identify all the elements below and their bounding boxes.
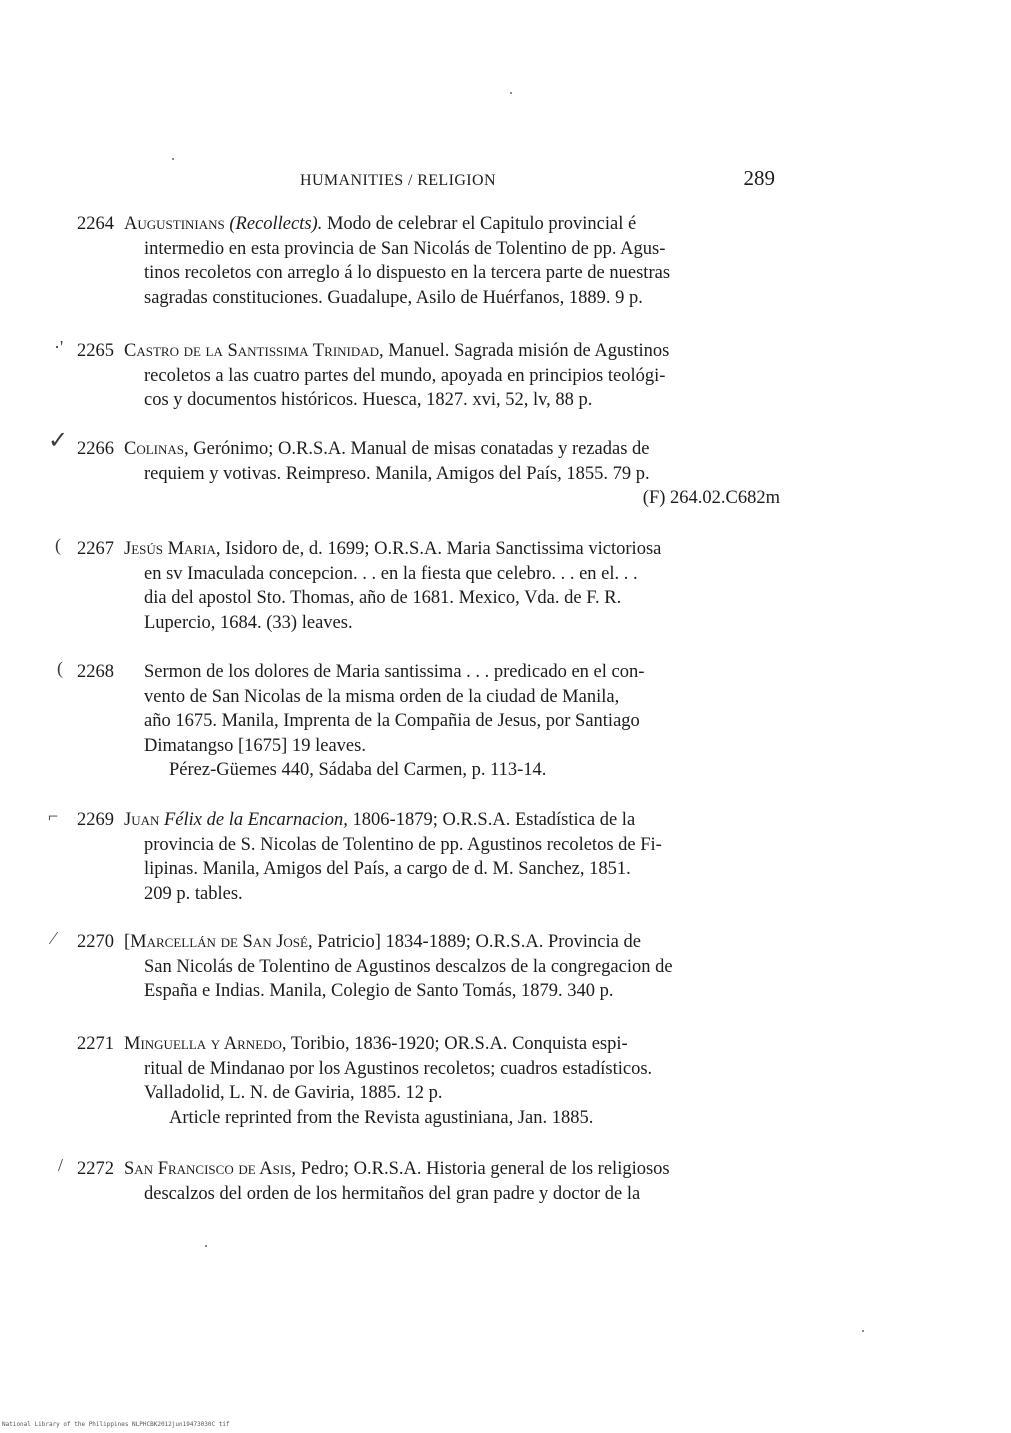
check-mark: ✓ bbox=[48, 428, 69, 454]
entry-author: Augustinians bbox=[124, 214, 225, 234]
entry-author: Castro de la Santissima Trinidad, bbox=[124, 341, 384, 361]
entry-2269: ⌐ 2269 Juan Félix de la Encarnacion, 1806-1879; O.R.S.A. Estadística de la provincia de S. Nicolas de Tolentino de pp. Agustinos recoletos de Fi- lipinas. Manila, Amigos del País, a cargo de d. M. Sanchez, 1851. 209 p. tables. bbox=[40, 808, 790, 906]
handwritten-mark: ·' bbox=[54, 337, 64, 357]
entry-author: Colinas, bbox=[124, 439, 189, 459]
handwritten-mark: / bbox=[58, 1155, 64, 1175]
entry-2265: ·' 2265 Castro de la Santissima Trinidad, Manuel. Sagrada misión de Agustinos recoletos a las cuatro partes del mundo, apoyada en principios teológi- cos y documentos históricos. Huesca, 1827. xvi, 52, lv, 88 p. bbox=[40, 339, 790, 413]
entry-author: San Francisco de Asis, bbox=[124, 1159, 297, 1179]
entry-number: 2266 bbox=[77, 439, 114, 459]
entry-number: 2272 bbox=[77, 1159, 114, 1179]
entry-note: Article reprinted from the Revista agustiniana, Jan. 1885. bbox=[169, 1107, 594, 1128]
entry-2270: ⁄ 2270 [Marcellán de San José, Patricio] 1834-1889; O.R.S.A. Provincia de San Nicolás de Tolentino de Agustinos descalzos de la congregacion de España e Indias. Manila, Colegio de Santo Tomás, 1879. 340 p. bbox=[40, 930, 790, 1004]
call-number: (F) 264.02.C682m bbox=[642, 488, 780, 509]
entry-number: 2264 bbox=[77, 214, 114, 234]
entry-2268: ( 2268 Sermon de los dolores de Maria santissima . . . predicado en el con- vento de San Nicolas de la misma orden de la ciudad de Manila, año 1675. Manila, Imprenta de la Compañia de Jesus, por Santiago Dimatangso [1675] 19 leaves. Pérez-Güemes 440, Sádaba del Carmen, p. 113-14. bbox=[40, 660, 790, 783]
entry-author: [Marcellán de San José, bbox=[124, 932, 313, 952]
entry-number: 2269 bbox=[77, 810, 114, 830]
entry-author: Jesús Maria, bbox=[124, 539, 221, 559]
entry-2271: 2271 Minguella y Arnedo, Toribio, 1836-1920; OR.S.A. Conquista espi- ritual de Mindanao por los Agustinos recoletos; cuadros estadísticos. Valladolid, L. N. de Gaviria, 1885. 12 p. Article reprinted from the Revista agustiniana, Jan. 1885. bbox=[40, 1032, 790, 1130]
running-head: HUMANITIES / RELIGION bbox=[300, 172, 496, 189]
entry-2264: 2264 Augustinians (Recollects). Modo de celebrar el Capitulo provincial é intermedio en esta provincia de San Nicolás de Tolentino de pp. Agus- tinos recoletos con arreglo á lo dispuesto en la tercera parte de nuestras sagradas constituciones. Guadalupe, Asilo de Huérfanos, 1889. 9 p. bbox=[40, 212, 790, 310]
entry-number: 2265 bbox=[77, 341, 114, 361]
bracket-mark: ( bbox=[55, 535, 61, 555]
entry-number: 2268 bbox=[77, 662, 114, 682]
scan-footer: National Library of the Philippines NLPHCBK2012jun19473030C tif bbox=[2, 1421, 230, 1428]
scan-speck bbox=[510, 92, 512, 94]
entry-number: 2271 bbox=[77, 1034, 114, 1054]
entry-2266: ✓ 2266 Colinas, Gerónimo; O.R.S.A. Manual de misas conatadas y rezadas de requiem y votivas. Reimpreso. Manila, Amigos del País, 1855. 79 p. (F) 264.02.C682m bbox=[40, 437, 790, 511]
bracket-mark: ( bbox=[57, 658, 63, 678]
entry-author: Juan bbox=[124, 810, 160, 830]
page-number: 289 bbox=[743, 166, 775, 190]
check-mark: ⌐ bbox=[48, 806, 59, 826]
scan-speck bbox=[862, 1330, 864, 1332]
entry-2267: ( 2267 Jesús Maria, Isidoro de, d. 1699; O.R.S.A. Maria Sanctissima victoriosa en sv Imaculada concepcion. . . en la fiesta que celebro. . . en el. . . dia del apostol Sto. Thomas, año de 1681. Mexico, Vda. de F. R. Lupercio, 1684. (33) leaves. bbox=[40, 537, 790, 635]
scan-speck bbox=[205, 1245, 207, 1247]
entry-2272: / 2272 San Francisco de Asis, Pedro; O.R.S.A. Historia general de los religiosos descalzos del orden de los hermitaños del gran padre y doctor de la bbox=[40, 1157, 790, 1206]
entry-note: Pérez-Güemes 440, Sádaba del Carmen, p. 113-14. bbox=[169, 760, 547, 781]
entry-number: 2267 bbox=[77, 539, 114, 559]
entry-author: Minguella y Arnedo, bbox=[124, 1034, 287, 1054]
handwritten-mark: ⁄ bbox=[52, 928, 56, 948]
entry-number: 2270 bbox=[77, 932, 114, 952]
scan-speck bbox=[172, 158, 174, 160]
